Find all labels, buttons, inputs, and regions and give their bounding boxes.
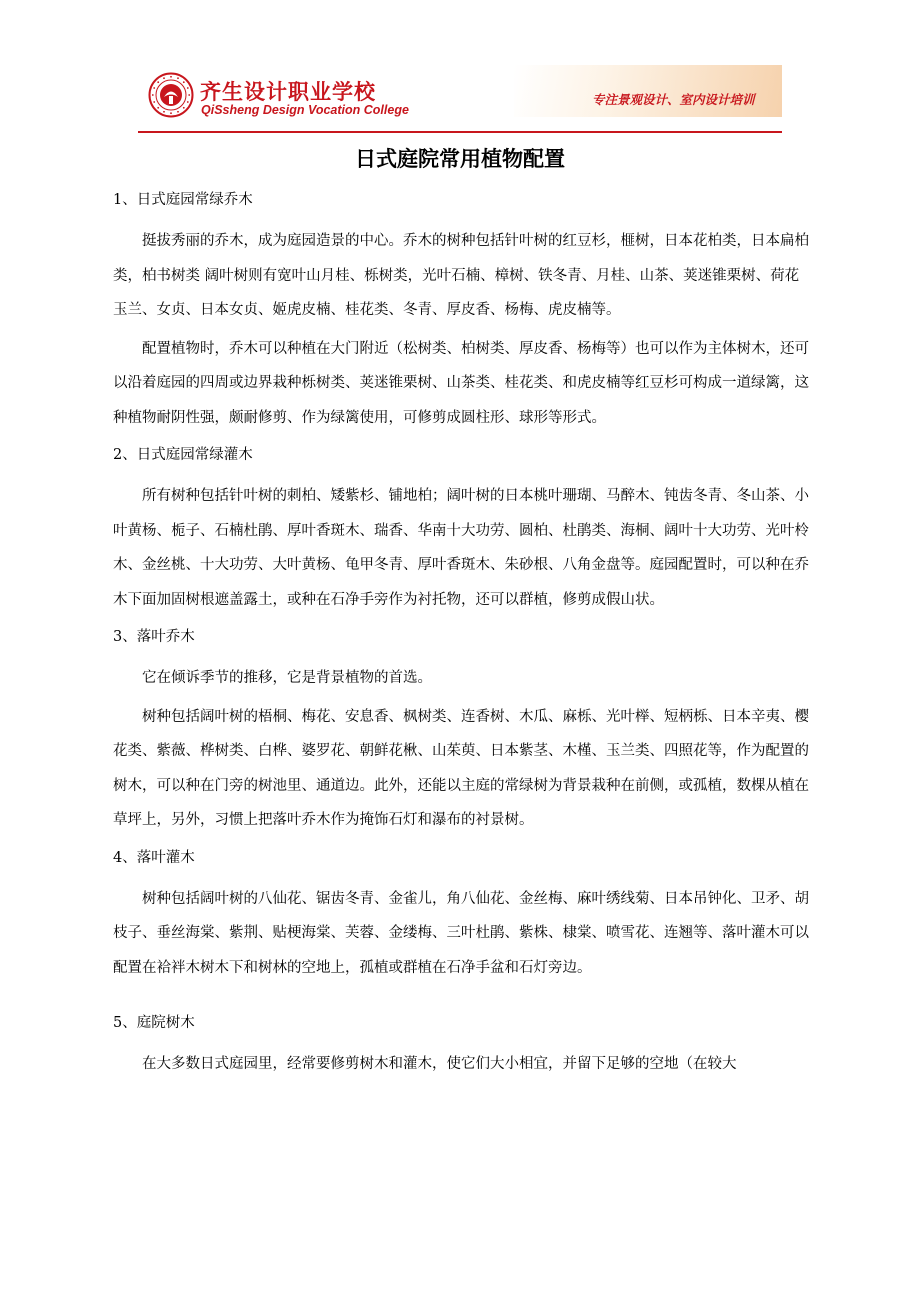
school-name-en: QiSsheng Design Vocation College [201,103,409,117]
paragraph: 它在倾诉季节的推移，它是背景植物的首选。 [142,670,432,686]
page-header [0,0,920,140]
document-title: 日式庭院常用植物配置 [355,147,565,171]
section-heading: 1、日式庭园常绿乔木 [113,192,253,208]
slogan-text: 专注景观设计、室内设计培训 [592,92,755,107]
paragraph: 树种包括阔叶树的梧桐、梅花、安息香、枫树类、连香树、木瓜、麻栎、光叶榉、短柄栎、日本辛夷、樱花类、紫薇、桦树类、白桦、婆罗花、朝鲜花楸、山茱萸、日本紫茎、木槿、玉兰类、四照花等，作为配置的树木，可以种在门旁的树池里、通道边。此外，还能以主庭的常绿树为背景栽种在前侧，或孤植，数棵从植在草坪上，另外，习惯上把落叶乔木作为掩饰石灯和瀑布的衬景树。 [113,708,809,828]
section-heading: 4、落叶灌木 [113,849,195,866]
paragraph: 在大多数日式庭园里，经常要修剪树木和灌木，使它们大小相宜，并留下足够的空地（在较大 [142,1056,737,1072]
document-body [113,184,813,1086]
paragraph: 配置植物时，乔木可以种植在大门附近（松树类、柏树类、厚皮香、杨梅等）也可以作为主体树木，还可以沿着庭园的四周或边界栽种栎树类、荚迷锥栗树、山茶类、桂花类、和虎皮楠等红豆杉可构成一道绿篱，这种植物耐阴性强，颇耐修剪、作为绿篱使用，可修剪成圆柱形、球形等形式。 [113,340,809,426]
paragraph: 挺拔秀丽的乔木，成为庭园造景的中心。乔木的树种包括针叶树的红豆杉，榧树，日本花柏类，日本扁柏类，柏书树类 阔叶树则有宽叶山月桂、栎树类，光叶石楠、樟树、铁冬青、月桂、山茶、荚迷锥栗树、荷花玉兰、女贞、日本女贞、姬虎皮楠、桂花类、冬青、厚皮香、杨梅、虎皮楠等。 [113,233,809,318]
section-heading: 2、日式庭园常绿灌木 [113,447,253,463]
school-seal-icon [148,72,194,118]
school-name-cn: 齐生设计职业学校 [200,80,376,104]
section-heading: 5、庭院树木 [113,1015,195,1031]
section-heading: 3、落叶乔木 [113,629,195,645]
paragraph: 所有树种包括针叶树的刺柏、矮紫杉、铺地柏；阔叶树的日本桃叶珊瑚、马醉木、钝齿冬青、冬山茶、小叶黄杨、栀子、石楠杜鹃、厚叶香斑木、瑞香、华南十大功劳、圆柏、杜鹃类、海桐、阔叶十大功劳、光叶柃木、金丝桃、十大功劳、大叶黄杨、龟甲冬青、厚叶香斑木、朱砂根、八角金盘等。庭园配置时，可以种在乔木下面加固树根遮盖露土，或种在石净手旁作为衬托物，还可以群植，修剪成假山状。 [113,488,809,608]
header-divider [138,131,782,133]
paragraph: 树种包括阔叶树的八仙花、锯齿冬青、金雀儿，角八仙花、金丝梅、麻叶绣线菊、日本吊钟化、卫矛、胡枝子、垂丝海棠、紫荆、贴梗海棠、芙蓉、金缕梅、三叶杜鹃、紫株、棣棠、喷雪花、连翘等、落叶灌木可以配置在袷袢木树木下和树林的空地上，孤植或群植在石净手盆和石灯旁边。 [113,890,809,976]
